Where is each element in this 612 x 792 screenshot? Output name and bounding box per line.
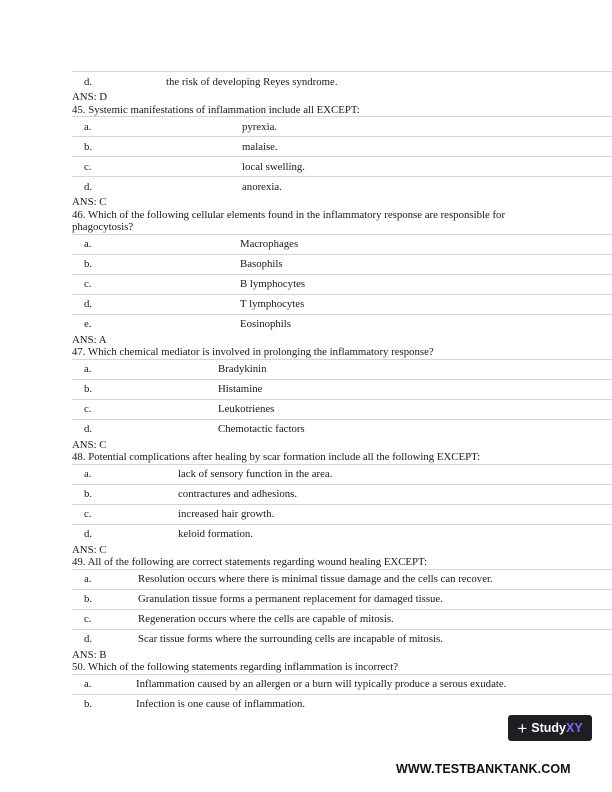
option-text: B lymphocytes [240, 278, 306, 290]
option-row [72, 674, 612, 694]
option-text: pyrexia. [242, 120, 278, 133]
option-letter: a. [84, 573, 92, 585]
option-row [72, 484, 612, 504]
option-letter: d. [84, 423, 93, 435]
option-row [72, 504, 612, 524]
option-letter: d. [84, 298, 93, 310]
option-letter: d. [84, 528, 93, 540]
option-text: malaise. [242, 140, 278, 153]
option-text: contractures and adhesions. [178, 488, 298, 500]
option-text: Scar tissue forms where the surrounding cells are incapable of mitosis. [138, 633, 443, 645]
option-row [72, 399, 612, 419]
option-letter: c. [84, 278, 92, 290]
option-letter: a. [84, 120, 92, 133]
footer-site-url: WWW.TESTBANKTANK.COM [396, 762, 571, 776]
option-row [72, 176, 612, 196]
brand-accent: XY [565, 721, 583, 735]
option-letter: e. [84, 318, 92, 330]
question-47 [72, 346, 612, 451]
option-letter: c. [84, 160, 92, 173]
option-row [72, 294, 612, 314]
option-text: anorexia. [242, 180, 282, 193]
option-text: the risk of developing Reyes syndrome. [166, 75, 338, 88]
option-row [72, 254, 612, 274]
option-letter: b. [84, 258, 93, 270]
answer-key: ANS: B [72, 648, 107, 661]
option-row [72, 379, 612, 399]
option-text: Granulation tissue forms a permanent replacement for damaged tissue. [138, 593, 443, 605]
question-text: 50. Which of the following statements regarding inflammation is incorrect? [72, 661, 399, 673]
option-row [72, 359, 612, 379]
question-49 [72, 556, 612, 661]
plus-icon: + [517, 718, 528, 738]
answer-key: ANS: C [72, 543, 107, 556]
option-row [72, 524, 612, 544]
option-row [72, 419, 612, 439]
option-letter: b. [84, 488, 93, 500]
option-row [72, 589, 612, 609]
option-row [72, 71, 612, 91]
option-text: Eosinophils [240, 318, 291, 330]
option-letter: b. [84, 383, 93, 395]
option-row [72, 609, 612, 629]
question-text: 46. Which of the following cellular elements found in the inflammatory response are responsible for phagocytosis? [72, 208, 506, 233]
question-45 [72, 104, 612, 209]
option-text: Macrophages [240, 238, 299, 250]
carry-over-block [72, 71, 612, 104]
option-row [72, 116, 612, 136]
option-row [72, 464, 612, 484]
option-text: increased hair growth. [178, 508, 275, 520]
answer-key: ANS: A [72, 333, 107, 346]
option-letter: c. [84, 403, 92, 415]
option-row [72, 136, 612, 156]
option-text: local swelling. [242, 160, 305, 173]
option-row [72, 314, 612, 334]
question-46 [72, 209, 612, 347]
option-letter: d. [84, 75, 93, 88]
option-letter: a. [84, 468, 92, 480]
option-letter: a. [84, 238, 92, 250]
answer-key: ANS: C [72, 196, 107, 208]
option-letter: d. [84, 633, 93, 645]
option-row [72, 569, 612, 589]
question-50 [72, 661, 612, 714]
option-letter: b. [84, 698, 93, 710]
question-text: 45. Systemic manifestations of inflammation include all EXCEPT: [72, 103, 360, 116]
question-text: 49. All of the following are correct statements regarding wound healing EXCEPT: [72, 556, 428, 568]
option-letter: b. [84, 593, 93, 605]
question-48 [72, 451, 612, 556]
option-text: Basophils [240, 258, 283, 270]
question-text: 48. Potential complications after healing by scar formation include all the following EXCEPT: [72, 451, 481, 463]
option-text: Leukotrienes [218, 403, 275, 415]
option-row [72, 274, 612, 294]
option-text: Resolution occurs where there is minimal tissue damage and the cells can recover. [138, 573, 493, 585]
option-row [72, 156, 612, 176]
option-row [72, 234, 612, 254]
option-text: Histamine [218, 383, 263, 395]
option-text: Bradykinin [218, 363, 267, 375]
option-letter: c. [84, 508, 92, 520]
option-text: Chemotactic factors [218, 423, 305, 435]
option-text: lack of sensory function in the area. [178, 468, 333, 480]
option-text: T lymphocytes [240, 298, 305, 310]
option-text: Infection is one cause of inflammation. [136, 698, 306, 710]
option-text: keloid formation. [178, 528, 253, 540]
option-letter: c. [84, 613, 92, 625]
question-text: 47. Which chemical mediator is involved in prolonging the inflammatory response? [72, 346, 434, 358]
option-text: Inflammation caused by an allergen or a burn will typically produce a serous exudate. [136, 678, 507, 690]
option-row [72, 694, 612, 714]
option-letter: d. [84, 180, 93, 193]
option-letter: a. [84, 363, 92, 375]
studyxy-badge[interactable] [508, 715, 592, 741]
answer-key: ANS: C [72, 438, 107, 451]
option-text: Regeneration occurs where the cells are capable of mitosis. [138, 613, 394, 625]
option-row [72, 629, 612, 649]
brand-main: Study [531, 721, 566, 735]
answer-key: ANS: D [72, 91, 108, 103]
option-letter: a. [84, 678, 92, 690]
question-list [72, 71, 612, 714]
option-letter: b. [84, 140, 93, 153]
